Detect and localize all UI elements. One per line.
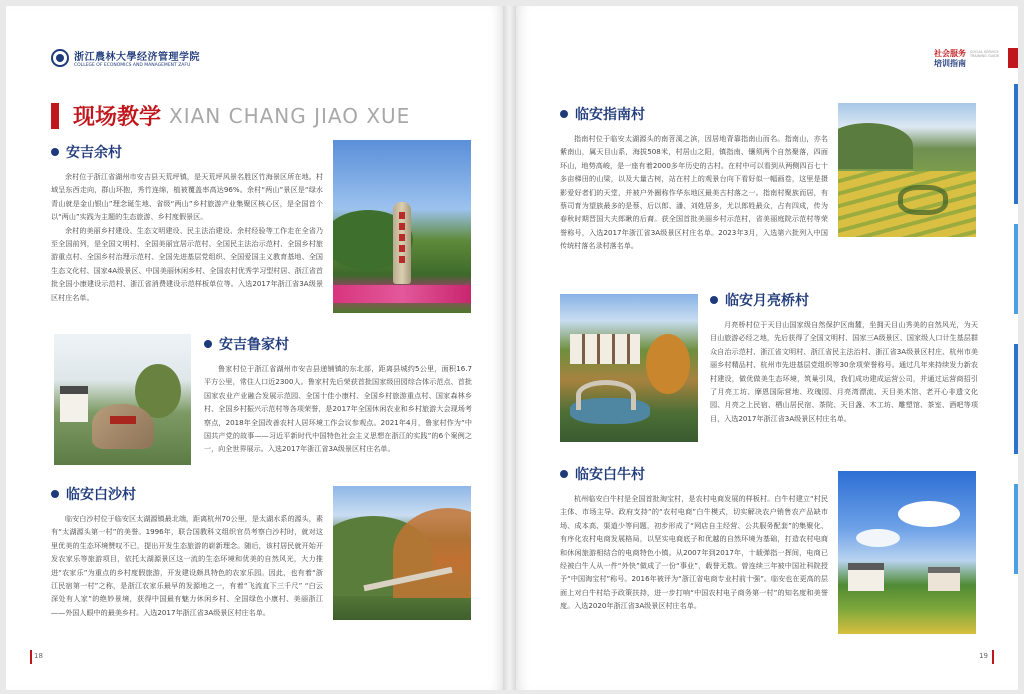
section-title-cn: 现场教学 — [73, 105, 162, 130]
book-gutter — [503, 6, 516, 690]
photo-zhinancun-terraces — [838, 103, 976, 237]
article-yueliangqiaocun — [710, 290, 978, 425]
article-baishacun — [51, 484, 323, 619]
article-lujiacun — [204, 334, 472, 456]
bullet-dot-icon — [51, 490, 59, 498]
section-title-en: XIAN CHANG JIAO XUE — [169, 103, 411, 128]
article-paragraph: 临安白沙村位于临安区太湖源镇最北端，距离杭州70公里，是太湖水系的源头，素有“太湖源头第一村”的美誉。1996年，联合国教科文组织官员考察白沙村时，就对这里优美的生态环境赞叹不已，提出开发生态旅游的崭新理念。随后，该村居民就开始开发农家乐等旅游项目，依托太湖源景区这一流的生态环境和优美的自然风光，大力推进“农家乐”为重点的乡村度假旅游，开发建设颇具特色的农家乐园。因此，也有着“浙江民宿第一村”之称，是浙江农家乐最早的发源地之一，有着“飞流直下三千尺” “白云深处有人家”的绝妙景境，获得中国最有魅力休闲乡村、全国绿色小康村、美丽浙江——外国人眼中的最美乡村。入选2017年浙江省3A级景区村庄名单。 — [51, 514, 323, 617]
page-number-accent — [30, 650, 32, 664]
article-paragraph: 月亮桥村位于天目山国家级自然保护区南麓，坐拥天目山秀美的自然风光，为天目山旅游必经之地，先后获得了全国文明村、国家三A级景区、国家级人口计生基层群众自治示范村、浙江省文明村、浙江省民主法治村、浙江省3A级景区村庄、杭州市美丽乡村精品村、杭州市先进基层党组织等30余项荣誉称号。通过几年来持续发力新农村建设，做优做美生态环境，筑巢引凤，我们成功建成运营公司，并通过运营商招引了月亮工坊、摩恩国际营地、玫瑰园、月亮湾漂流、天目美术馆、老开心非遗文化园、月亮之上民宿、栖山居民宿、茶院、天目盏、木工坊、雕塑馆、茶室、酒吧等项目，入选2017年浙江省3A级景区村庄名单。 — [710, 320, 978, 423]
article-title: 临安白牛村 — [575, 467, 645, 483]
right-header — [922, 48, 1018, 70]
header-line2: 培训指南 — [934, 59, 966, 68]
article-bainiucun — [560, 464, 828, 613]
page-number-right: 19 — [979, 652, 988, 660]
logo-cn-text: 浙江農林大學经济管理学院 — [74, 52, 200, 63]
title-accent-bar — [51, 103, 59, 129]
bullet-dot-icon — [51, 148, 59, 156]
decorative-edge-stripes — [1012, 84, 1018, 644]
article-zhinancun — [560, 104, 828, 253]
bullet-dot-icon — [560, 470, 568, 478]
college-logo — [51, 48, 200, 68]
article-yucun — [51, 142, 323, 304]
article-title: 临安指南村 — [575, 107, 645, 123]
article-paragraph: 杭州临安白牛村是全国首批淘宝村，是农村电商发展的样板村。白牛村建立“村民主体、市场主导、政府支持”的“农村电商”白牛模式，切实解决农户销售农产品缺市场、成本高、渠道少等问题，初步形成了“网店自主经营、公共服务配套”的集聚化、有序化农村电商发展格局，以坚实电商底子和优越的自然环境为基础，打造农村电商和休闲旅游相结合的电商特色小镇。从2007年到2017年，十载弹指一挥间，电商已经被白牛人从一件“外快”做成了一份“事业”，载誉无数。曾连续三年被中国社科院授予“中国淘宝村”称号。2016年被评为“浙江省电商专业村前十强”。临安也在更高的层面上对白牛村给予政策扶持，进一步打响“中国农村电子商务第一村”的知名度和美誉度。入选2020年浙江省3A级景区村庄名单。 — [560, 494, 828, 611]
article-title: 安吉鲁家村 — [219, 337, 289, 353]
photo-yucun-stone-monument — [333, 140, 471, 313]
header-accent-bar — [1008, 48, 1018, 68]
photo-lujiacun-rock — [54, 334, 191, 465]
photo-bainiucun-village — [838, 471, 976, 634]
header-line1: 社会服务 — [934, 49, 966, 58]
bullet-dot-icon — [204, 340, 212, 348]
university-seal-icon — [51, 49, 69, 67]
right-page — [516, 6, 1018, 690]
article-paragraph: 余村的美丽乡村建设、生态文明建设、民主法治建设、余村经验等工作走在全省乃至全国前列，是全国文明村、全国美丽宜居示范村、全国民主法治示范村、全国乡村旅游重点村、全国乡村治理示范村、全国先进基层党组织、全国爱国主义教育基地、全国生态文化村、国家4A级景区、中国美丽休闲乡村、全国农村优秀学习型村居、浙江省首批全国小康建设示范村、浙江省消费建设示范样板单位等。入选2017年浙江省3A级景区村庄名单。 — [51, 225, 323, 302]
article-paragraph: 指南村位于临安太湖源头的南苕溪之滨，因居地背靠指南山而名。指南山，亦名紫南山，属天目山系，海拔508米，村居山之阳，镇指南、镶须两个自然聚落，四面环山，地势高峻，是一座有着2000多年历史的古村。在村中可以看到从两侧四百七十多亩梯田的山梁，以及大量古树，站在村上的观景台向下看好似一幅画卷，这里是摄影爱好者们的天堂，并被户外圈称作华东地区最美古村落之一。指南村聚族而居，有蔡司育为望族最多的是蔡、后以郎、潘、刘姓居多，尤以郎姓最众，占有四成，传为春秋时期晋国大夫郎瞅的后裔。获全国首批美丽乡村示范村，省美丽庭院示范村等荣誉称号，入选2017年浙江省3A级景区村庄名单。2023年3月，入选第六批列入中国传统村落名录村落名单。 — [560, 134, 828, 251]
page-number-accent — [992, 650, 994, 664]
bullet-dot-icon — [560, 110, 568, 118]
article-paragraph: 余村位于浙江省湖州市安吉县天荒坪镇，是天荒坪风景名胜区竹海景区所在地。村域呈东西走向，群山环抱，秀竹连绵，植被覆盖率高达96%。余村“两山”景区是“绿水青山就是金山银山”理念诞生地、省级“两山”乡村旅游产业集聚区核心区，是全国首个以“两山”实践为主题的生态旅游、乡村度假景区。 — [51, 172, 323, 222]
left-page — [6, 6, 503, 690]
header-en: SOCIAL SERVICE TRAINING GUIDE — [970, 50, 1000, 58]
article-title: 临安白沙村 — [66, 487, 136, 503]
logo-en-text: COLLEGE OF ECONOMICS AND MANAGEMENT ZAFU — [74, 63, 191, 68]
article-paragraph: 鲁家村位于浙江省湖州市安吉县递铺镇的东北部，距离县城约5公里，面积16.7平方公里，常住人口近2300人。鲁家村先后荣获首批国家级田园综合体示范点、首批国家农业产业融合发展示范园、全国十佳小康村、全国乡村旅游重点村、国家森林乡村、全国乡村振兴示范村等各项荣誉，是2017年全国休闲农业和乡村旅游大会现场考察点，2018年全国改善农村人居环境工作会议参观点。2021年4月，鲁家村作为“中国共产党的故事——习近平新时代中国特色社会主义思想在浙江的实践”的6个案例之一，向全世界展示。入选2017年浙江省3A级景区村庄名单。 — [204, 364, 472, 454]
bullet-dot-icon — [710, 296, 718, 304]
photo-yueliangqiao-bridge — [560, 294, 698, 442]
photo-baishacun-mountains — [333, 486, 471, 620]
section-title — [51, 100, 410, 131]
page-number-left: 18 — [34, 652, 43, 660]
article-title: 安吉余村 — [66, 145, 122, 161]
article-title: 临安月亮桥村 — [725, 293, 809, 309]
